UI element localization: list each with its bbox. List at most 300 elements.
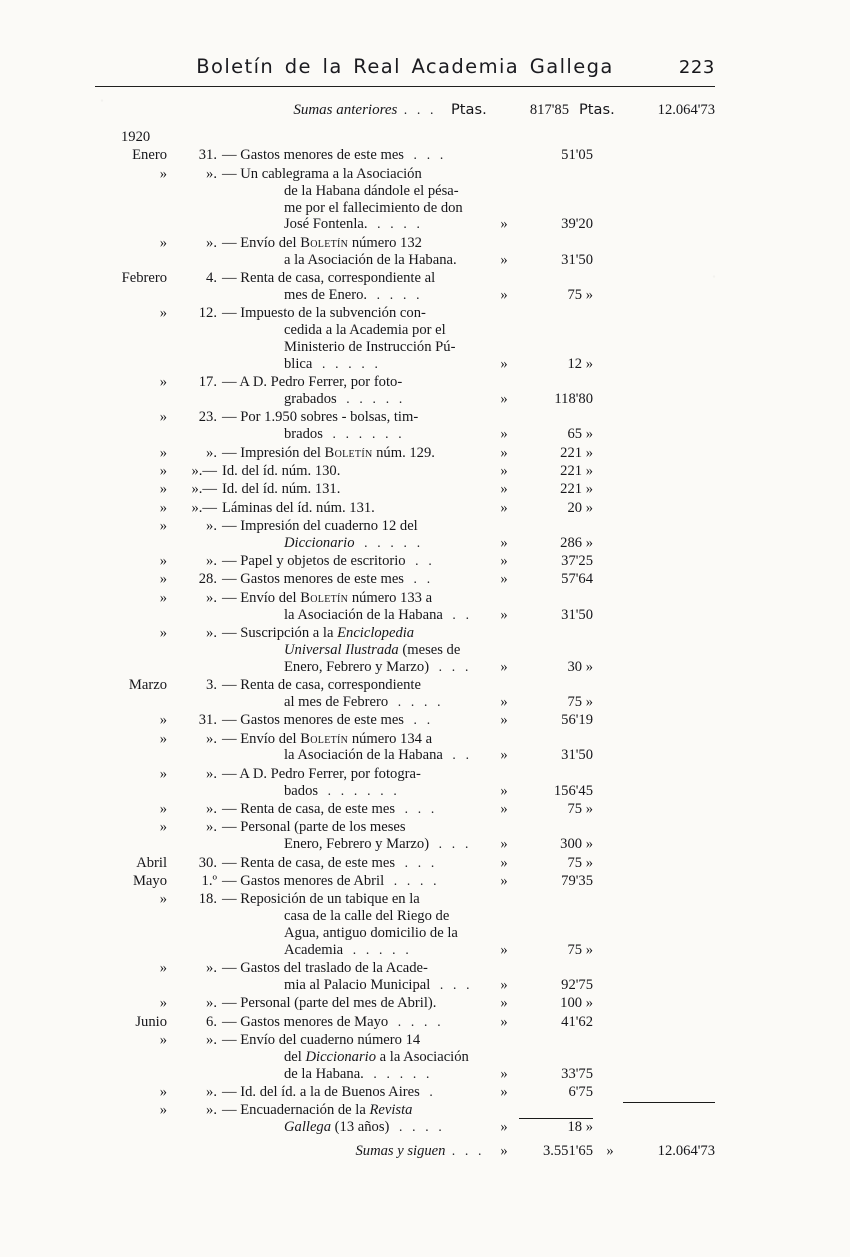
entry-currency-symbol: » — [500, 854, 508, 871]
entry-description-line: bados . . . . . . — [284, 782, 400, 799]
entry-amount — [515, 1102, 597, 1137]
entry-currency-symbol: » — [500, 1119, 508, 1136]
carry-amount-2: 12.064'73 — [657, 101, 715, 118]
entry-amount: 75 » — [567, 286, 593, 303]
entry-day: ». — [206, 517, 217, 534]
entry-currency-symbol: » — [500, 977, 508, 994]
carry-spacer-1 — [95, 101, 173, 126]
entry-currency-symbol: » — [500, 836, 508, 853]
table-row — [95, 730, 715, 765]
small-caps-title: Boletín — [300, 589, 349, 606]
entry-currency-symbol-secondary — [597, 517, 623, 552]
entry-currency-symbol: » — [500, 1013, 508, 1030]
entry-description — [220, 571, 493, 589]
entry-day: 30. — [198, 854, 217, 871]
entry-description-line: — Personal (parte del mes de Abril). — [222, 995, 437, 1012]
entry-month: » — [159, 305, 167, 322]
entry-month: » — [159, 1102, 167, 1119]
table-row — [95, 481, 715, 499]
entry-amount-secondary — [623, 444, 715, 462]
table-row — [95, 304, 715, 373]
entry-amount: 56'19 — [561, 712, 593, 729]
entry-day: ». — [206, 1102, 217, 1119]
entry-amount-secondary — [623, 872, 715, 890]
entry-day: ». — [206, 730, 217, 747]
entry-description-line: de la Habana dándole el pésa- — [284, 182, 459, 199]
entry-description-line: Id. del íd. núm. 131. — [222, 481, 341, 498]
entry-amount-secondary — [623, 819, 715, 854]
table-row — [95, 872, 715, 890]
table-row — [95, 517, 715, 552]
entry-currency-symbol-secondary — [597, 800, 623, 818]
entry-amount-secondary — [623, 959, 715, 994]
entry-description-line: — Personal (parte de los meses — [222, 819, 406, 836]
carry-spacer-2 — [173, 101, 220, 126]
entry-amount-secondary — [623, 890, 715, 959]
entry-currency-symbol: » — [500, 872, 508, 889]
entry-description-line: Láminas del íd. núm. 131. — [222, 499, 375, 516]
entry-day: 28. — [198, 571, 217, 588]
entry-currency-symbol-secondary — [597, 624, 623, 676]
entry-amount: 30 » — [567, 658, 593, 675]
leader-dots: . . — [406, 571, 434, 587]
entry-amount: 20 » — [567, 499, 593, 516]
entry-description-line: — Envío del Boletín número 134 a — [222, 730, 433, 747]
total-amount-1: 3.551'65 — [542, 1142, 593, 1159]
entry-description-line: — Reposición de un tabique en la — [222, 891, 420, 908]
entry-description — [220, 589, 493, 624]
carry-label: Sumas anteriores — [293, 101, 398, 118]
table-row — [95, 409, 715, 444]
entry-description — [220, 165, 493, 234]
entry-currency-symbol-secondary — [597, 1031, 623, 1083]
entry-day: 23. — [198, 409, 217, 426]
entry-amount: 75 » — [567, 800, 593, 817]
leader-dots: . . . . — [387, 872, 440, 888]
entry-amount-secondary — [623, 589, 715, 624]
ledger-entries-body — [95, 147, 715, 1137]
entry-description-line: Ministerio de Instrucción Pú- — [284, 339, 456, 356]
entry-amount-secondary — [623, 234, 715, 269]
entry-month: » — [159, 765, 167, 782]
entry-description — [220, 872, 493, 890]
table-row — [95, 1013, 715, 1031]
entry-amount-secondary — [623, 1083, 715, 1101]
entry-amount: 31'50 — [561, 251, 593, 268]
entry-description-line: — Gastos menores de Mayo . . . . — [222, 1013, 444, 1030]
table-row — [95, 165, 715, 234]
entry-amount-secondary — [623, 995, 715, 1013]
entry-description-line: — Renta de casa, correspondiente — [222, 677, 421, 694]
table-row — [95, 800, 715, 818]
entry-currency-symbol: » — [500, 995, 508, 1012]
entry-amount-secondary — [623, 552, 715, 570]
italic-title: Revista — [369, 1102, 413, 1119]
entry-currency-symbol-secondary — [597, 995, 623, 1013]
entry-amount: 57'64 — [561, 571, 593, 588]
entry-amount-secondary — [623, 269, 715, 304]
entry-currency-symbol-secondary — [597, 765, 623, 800]
entry-day: 17. — [198, 374, 217, 391]
entry-currency-symbol-secondary — [597, 712, 623, 730]
leader-dots: . . . . . . — [321, 782, 400, 798]
entry-description-line: — Gastos del traslado de la Acade- — [222, 960, 428, 977]
entry-amount: 75 » — [567, 854, 593, 871]
entry-description — [220, 624, 493, 676]
leader-dots: . . . . — [392, 1119, 446, 1135]
entry-month: » — [159, 1031, 167, 1048]
entry-month: Junio — [135, 1013, 167, 1030]
leader-dots: . . . — [406, 147, 447, 163]
entry-amount-secondary — [623, 571, 715, 589]
entry-amount: 75 » — [567, 693, 593, 710]
page-content — [95, 55, 715, 1161]
entry-currency-symbol-secondary — [597, 1102, 623, 1137]
entry-description-line: Agua, antiguo domicilio de la — [284, 924, 458, 941]
entry-description — [220, 481, 493, 499]
entry-month: » — [159, 234, 167, 251]
entry-month: Marzo — [128, 677, 167, 694]
entry-description-line: blica . . . . . — [284, 355, 382, 372]
table-row — [95, 712, 715, 730]
entry-amount: 39'20 — [561, 216, 593, 233]
entry-currency-symbol: » — [500, 693, 508, 710]
entry-description-line: — Por 1.950 sobres - bolsas, tim- — [222, 409, 419, 426]
entry-amount-secondary — [623, 517, 715, 552]
entry-amount-secondary — [623, 374, 715, 409]
table-row — [95, 624, 715, 676]
entry-month: » — [159, 730, 167, 747]
total-spacer-2 — [173, 1137, 220, 1161]
entry-description-line: — A D. Pedro Ferrer, por foto- — [222, 374, 403, 391]
year-spacer-desc — [220, 126, 445, 147]
entry-description — [220, 444, 493, 462]
entry-description-line: — Renta de casa, de este mes . . . — [222, 854, 438, 871]
entry-day: ». — [206, 624, 217, 641]
total-amount-2: 12.064'73 — [657, 1142, 715, 1159]
leader-dots: . . — [406, 712, 434, 728]
entry-month: » — [159, 1084, 167, 1101]
entry-currency-symbol-secondary — [597, 147, 623, 165]
entry-day: ».— — [191, 462, 217, 479]
entry-amount: 41'62 — [561, 1013, 593, 1030]
entry-day: ». — [206, 960, 217, 977]
year-spacer-sym — [445, 126, 491, 147]
entry-currency-symbol: » — [500, 747, 508, 764]
page-header — [95, 55, 715, 84]
ledger-totals — [95, 1137, 715, 1161]
total-dots: . . . — [452, 1142, 485, 1158]
entry-amount-secondary — [623, 800, 715, 818]
entry-amount: 286 » — [560, 534, 593, 551]
ledger-entries — [95, 147, 715, 1137]
entry-description — [220, 304, 493, 373]
entry-currency-symbol-secondary — [597, 165, 623, 234]
entry-amount-secondary — [623, 1031, 715, 1083]
entry-currency-symbol-secondary — [597, 959, 623, 994]
entry-description-line: a la Asociación de la Habana. — [284, 251, 457, 268]
entry-amount: 6'75 — [568, 1084, 593, 1101]
entry-description-line: — Impuesto de la subvención con- — [222, 305, 426, 322]
entry-description-line: — Renta de casa, correspondiente al — [222, 269, 436, 286]
table-row — [95, 552, 715, 570]
entry-description-line: Enero, Febrero y Marzo) . . . — [284, 836, 472, 853]
totals-row — [95, 1137, 715, 1161]
entry-month: » — [159, 712, 167, 729]
carry-dots: . . . — [404, 101, 437, 117]
entry-amount: 31'50 — [561, 747, 593, 764]
italic-title: Enciclopedia — [337, 624, 415, 641]
entry-day: 3. — [206, 677, 217, 694]
entry-month: » — [159, 571, 167, 588]
entry-description-line: brados . . . . . . — [284, 426, 405, 443]
entry-currency-symbol-secondary — [597, 462, 623, 480]
entry-currency-symbol-secondary — [597, 730, 623, 765]
entry-amount: 300 » — [560, 836, 593, 853]
entry-currency-symbol: » — [500, 571, 508, 588]
table-row — [95, 269, 715, 304]
entry-currency-symbol: » — [500, 1065, 508, 1082]
entry-description-line: — Gastos menores de este mes . . . — [222, 147, 447, 164]
entry-amount-secondary — [623, 499, 715, 517]
year-spacer-amt2 — [623, 126, 715, 147]
entry-currency-symbol-secondary — [597, 552, 623, 570]
entry-day: ». — [206, 234, 217, 251]
entry-description-line: Enero, Febrero y Marzo) . . . — [284, 658, 472, 675]
entry-currency-symbol-secondary — [597, 872, 623, 890]
leader-dots: . . . . — [370, 216, 424, 232]
entry-amount-secondary — [623, 854, 715, 872]
entry-currency-symbol: » — [500, 800, 508, 817]
entry-amount: 79'35 — [561, 872, 593, 889]
table-row — [95, 765, 715, 800]
entry-currency-symbol: » — [500, 216, 508, 233]
entry-currency-symbol-secondary — [597, 854, 623, 872]
entry-currency-symbol: » — [500, 444, 508, 461]
entry-amount-secondary — [623, 730, 715, 765]
entry-amount-secondary — [623, 409, 715, 444]
entry-month: » — [159, 374, 167, 391]
leader-dots: . . . . . — [315, 355, 382, 371]
entry-description-line: Gallega (13 años) . . . . — [284, 1119, 446, 1136]
entry-amount: 156'45 — [553, 782, 593, 799]
entry-description-line: — Envío del Boletín número 133 a — [222, 589, 433, 606]
entry-description — [220, 1031, 493, 1083]
entry-month: » — [159, 409, 167, 426]
entry-currency-symbol: » — [500, 251, 508, 268]
table-row — [95, 147, 715, 165]
entry-month: » — [159, 891, 167, 908]
entry-amount: 221 » — [560, 481, 593, 498]
entry-description-line: grabados . . . . . — [284, 391, 406, 408]
entry-description — [220, 765, 493, 800]
page-title: Boletín de la Real Academia Gallega — [196, 55, 614, 78]
leader-dots: . . . — [432, 658, 472, 674]
entry-month: Mayo — [132, 872, 167, 889]
leader-dots: . . . — [398, 854, 438, 870]
leader-dots: . . . — [432, 836, 472, 852]
entry-description-line: Academia . . . . . — [284, 941, 412, 958]
carry-forward-row — [95, 101, 715, 126]
table-row — [95, 1031, 715, 1083]
entry-month: » — [159, 624, 167, 641]
entry-description-line: José Fontenla. . . . . — [284, 216, 424, 233]
total-label-cell — [220, 1137, 493, 1161]
entry-currency-symbol: » — [500, 534, 508, 551]
entry-description — [220, 854, 493, 872]
small-caps-title: Boletín — [300, 730, 349, 747]
leader-dots: . . — [445, 747, 473, 763]
secondary-column-rule — [623, 1102, 715, 1120]
entry-description — [220, 552, 493, 570]
entry-day: ». — [206, 1084, 217, 1101]
entry-description-line: me por el fallecimiento de don — [284, 199, 463, 216]
entry-description-line: la Asociación de la Habana . . — [284, 747, 473, 764]
entry-description — [220, 676, 493, 711]
entry-currency-symbol-secondary — [597, 890, 623, 959]
entry-amount-secondary — [623, 1102, 715, 1137]
entry-description-line — [222, 535, 489, 552]
entry-description-line: — Papel y objetos de escritorio . . — [222, 553, 435, 570]
table-row — [95, 854, 715, 872]
entry-currency-symbol: » — [500, 658, 508, 675]
entry-currency-symbol-secondary — [597, 676, 623, 711]
entry-amount: 37'25 — [561, 553, 593, 570]
entry-day: ».— — [191, 481, 217, 498]
entry-currency-symbol-secondary — [597, 1013, 623, 1031]
entry-month: » — [159, 819, 167, 836]
entry-month: » — [159, 589, 167, 606]
entry-day: ». — [206, 819, 217, 836]
entry-currency-symbol: » — [500, 712, 508, 729]
small-caps-title: Boletín — [324, 444, 373, 461]
entry-description — [220, 890, 493, 959]
entry-day: 1.º — [201, 872, 217, 889]
entry-description-line: — Impresión del Boletín núm. 129. — [222, 444, 435, 461]
leader-dots: . . . — [433, 977, 473, 993]
entry-day: ». — [206, 165, 217, 182]
entry-description — [220, 499, 493, 517]
entry-description — [220, 517, 493, 552]
ledger-table — [95, 101, 715, 147]
entry-currency-symbol: » — [500, 426, 508, 443]
leader-dots: . . . — [398, 800, 438, 816]
entry-currency-symbol-secondary — [597, 481, 623, 499]
entry-currency-symbol-secondary — [597, 409, 623, 444]
leader-dots: . . . . . — [346, 941, 412, 957]
entry-description-line: Id. del íd. núm. 130. — [222, 462, 341, 479]
entry-currency-symbol-secondary — [597, 444, 623, 462]
entry-month: » — [159, 481, 167, 498]
entry-amount: 65 » — [567, 426, 593, 443]
year-row — [95, 126, 715, 147]
entry-currency-symbol-secondary — [597, 269, 623, 304]
entry-currency-symbol: » — [500, 941, 508, 958]
entry-amount: 221 » — [560, 444, 593, 461]
year-spacer-amt1 — [491, 126, 573, 147]
entry-currency-symbol-secondary — [597, 499, 623, 517]
entry-amount: 100 » — [560, 995, 593, 1012]
entry-description-line: al mes de Febrero . . . . — [284, 693, 444, 710]
entry-description — [220, 409, 493, 444]
leader-dots: . . . . . — [357, 534, 424, 550]
table-row — [95, 462, 715, 480]
entry-description-line: — Id. del íd. a la de Buenos Aires . — [222, 1084, 436, 1101]
table-row — [95, 1102, 715, 1137]
table-row — [95, 676, 715, 711]
entry-month: » — [159, 499, 167, 516]
entry-amount: 75 » — [567, 941, 593, 958]
entry-currency-symbol-secondary — [597, 819, 623, 854]
entry-amount-secondary — [623, 147, 715, 165]
entry-description — [220, 995, 493, 1013]
italic-title: Diccionario — [305, 1048, 377, 1065]
entry-description — [220, 800, 493, 818]
entry-description — [220, 374, 493, 409]
entry-currency-symbol-secondary — [597, 374, 623, 409]
entry-month: » — [159, 444, 167, 461]
entry-currency-symbol: » — [500, 355, 508, 372]
entry-description — [220, 1083, 493, 1101]
ledger-year: 1920 — [121, 129, 151, 146]
entry-currency-symbol: » — [500, 782, 508, 799]
entry-day: 12. — [198, 305, 217, 322]
entry-currency-symbol: » — [500, 606, 508, 623]
leader-dots: . . — [445, 606, 473, 622]
entry-day: 6. — [206, 1013, 217, 1030]
entry-description-line: — Gastos menores de Abril . . . . — [222, 872, 440, 889]
entry-description-line: — Envío del Boletín número 132 — [222, 234, 422, 251]
entry-currency-symbol-secondary — [597, 571, 623, 589]
entry-currency-symbol: » — [500, 286, 508, 303]
leader-dots: . . . . . — [339, 391, 406, 407]
leader-dots: . — [422, 1084, 436, 1100]
entry-description — [220, 147, 493, 165]
entry-day: ». — [206, 995, 217, 1012]
entry-description-line: — Suscripción a la Enciclopedia — [222, 624, 415, 641]
total-label: Sumas y siguen — [355, 1142, 446, 1159]
entry-description — [220, 234, 493, 269]
table-row — [95, 499, 715, 517]
entry-description-line: — Gastos menores de este mes . . — [222, 712, 434, 729]
entry-day: ». — [206, 589, 217, 606]
carry-amount-1: 817'85 — [529, 101, 569, 118]
table-row — [95, 374, 715, 409]
entry-currency-symbol-secondary — [597, 234, 623, 269]
entry-currency-symbol: » — [500, 462, 508, 479]
entry-description-line: Universal Ilustrada (meses de — [284, 641, 461, 658]
entry-currency-symbol-secondary — [597, 1083, 623, 1101]
entry-description-line: — A D. Pedro Ferrer, por fotogra- — [222, 765, 421, 782]
entry-amount: 221 » — [560, 462, 593, 479]
total-symbol-1: » — [500, 1142, 508, 1159]
entry-month: » — [159, 462, 167, 479]
table-row — [95, 571, 715, 589]
leader-dots: . . . . — [391, 1013, 444, 1029]
entry-description-line: — Envío del cuaderno número 14 — [222, 1031, 421, 1048]
table-row — [95, 444, 715, 462]
entry-month: Enero — [132, 147, 167, 164]
entry-day: 31. — [198, 712, 217, 729]
entry-description-line: cedida a la Academia por el — [284, 322, 446, 339]
leader-dots: . . . . . . — [325, 426, 405, 442]
entry-amount-secondary — [623, 481, 715, 499]
carry-label-cell — [220, 101, 445, 126]
page-number: 223 — [678, 57, 715, 78]
entry-currency-symbol: » — [500, 481, 508, 498]
entry-description — [220, 1102, 493, 1137]
entry-description — [220, 462, 493, 480]
